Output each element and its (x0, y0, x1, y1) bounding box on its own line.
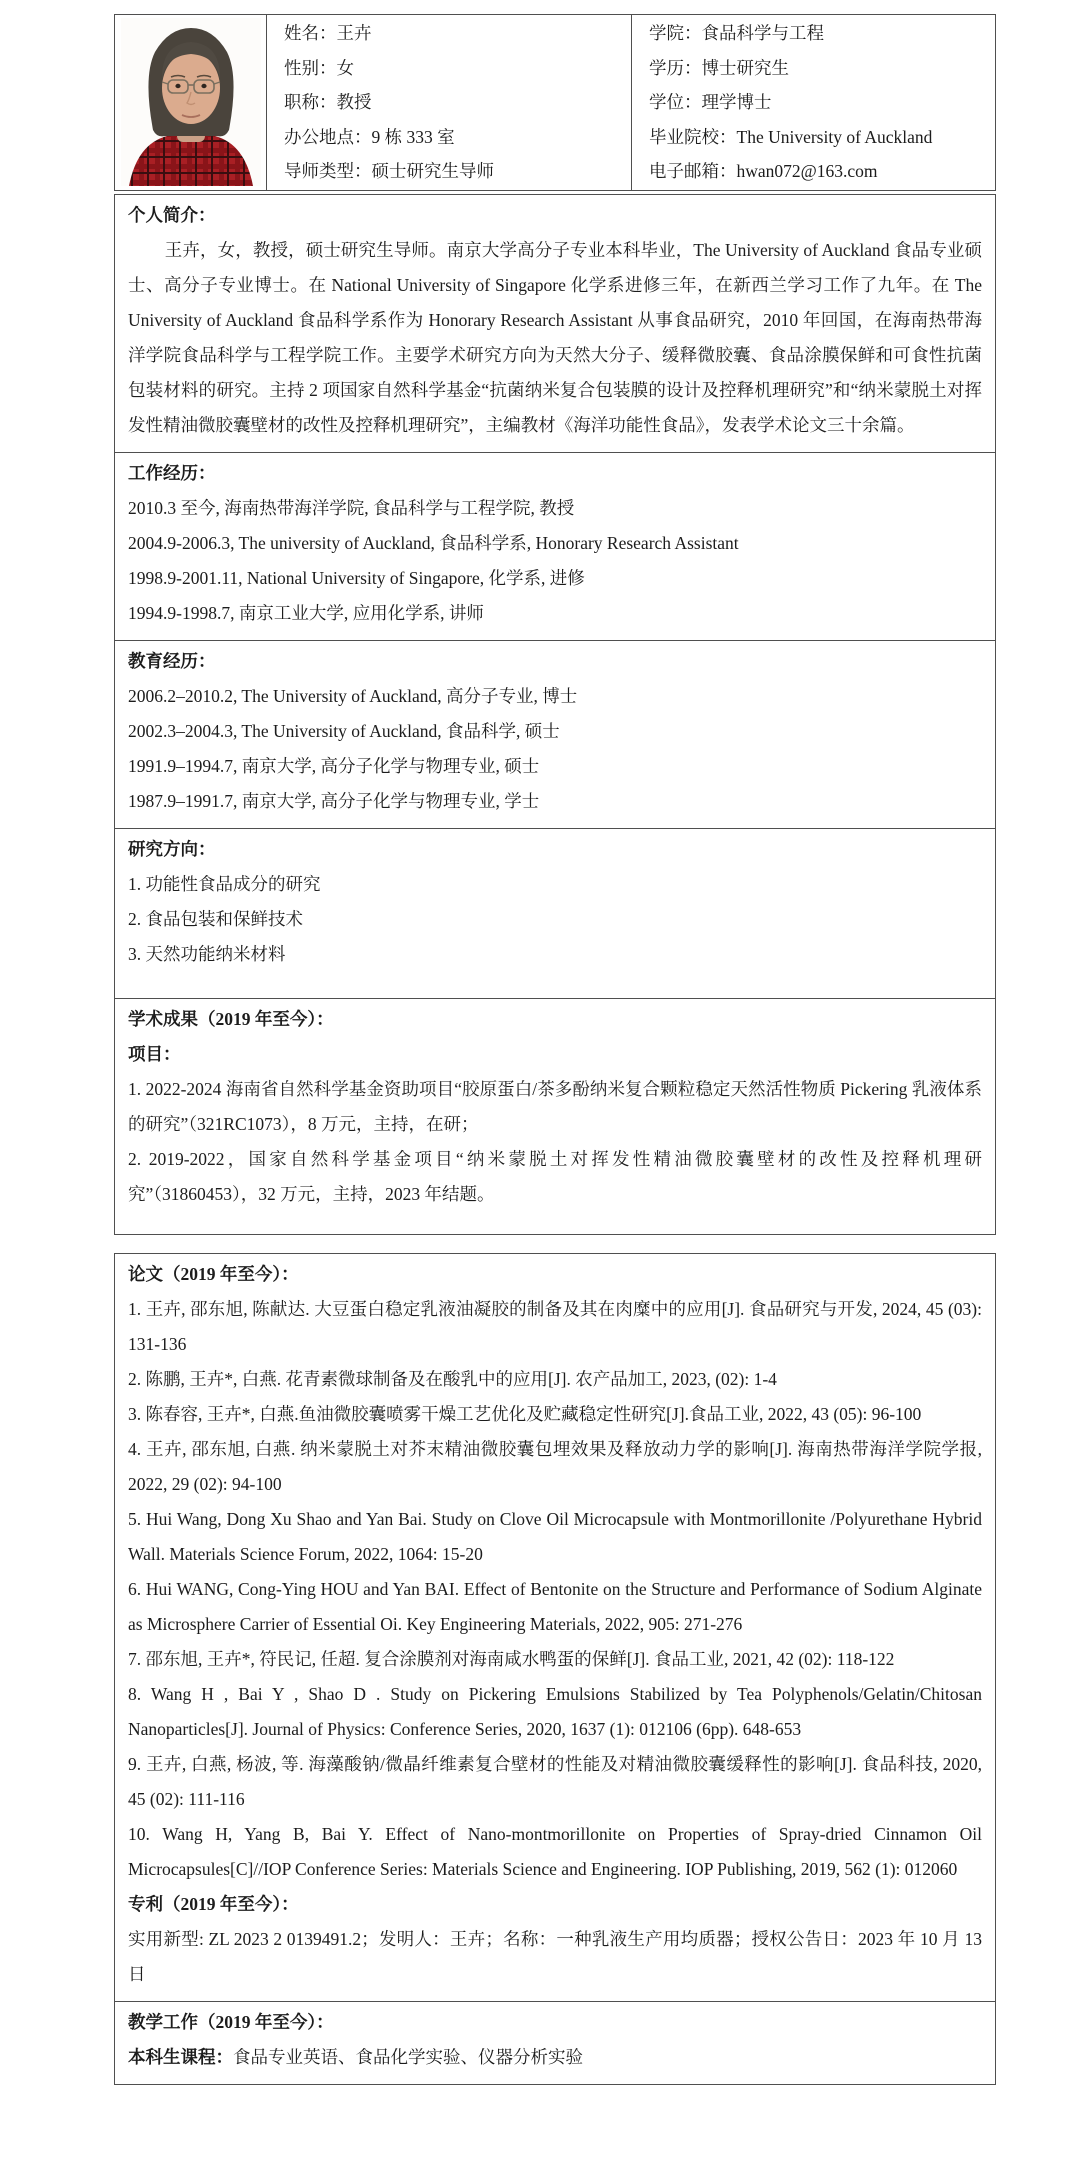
intro-paragraph: 王卉，女，教授，硕士研究生导师。南京大学高分子专业本科毕业，The University of Auckland 食品专业硕士、高分子专业博士。在 National University of Singapore 化学系进修三年，在新西兰学习工作了九年。在 The University of Auckland 食品科学系作为 Honorary Research Assistant 从事食品研究，2010 年回国，在海南热带海洋学院食品科学与工程学院工作。主要学术研究方向为天然大分子、缓释微胶囊、食品涂膜保鲜和可食性抗菌包装材料的研究。主持 2 项国家自然科学基金“抗菌纳米复合包装膜的设计及控释机理研究”和“纳米蒙脱土对挥发性精油微胶囊壁材的改性及控释机理研究”，主编教材《海洋功能性食品》，发表学术论文三十余篇。 (128, 239, 982, 435)
research-item: 2. 食品包装和保鲜技术 (128, 908, 303, 929)
field-supervisor-type (284, 154, 631, 189)
section-teaching-title: 教学工作（2019 年至今）： (128, 2011, 334, 2032)
field-education-level-label: 学历： (649, 57, 702, 78)
work-item: 2010.3 至今, 海南热带海洋学院, 食品科学与工程学院, 教授 (128, 497, 575, 518)
sections-block-2 (114, 1253, 996, 2085)
section-patents-title: 专利（2019 年至今）： (128, 1893, 299, 1914)
section-research-title: 研究方向： (128, 838, 216, 859)
work-item: 1994.9-1998.7, 南京工业大学, 应用化学系, 讲师 (128, 602, 484, 623)
field-education-level (649, 51, 995, 86)
section-achievements (115, 998, 995, 1234)
field-alma-mater-label: 毕业院校： (649, 126, 737, 147)
field-college (649, 16, 995, 51)
project-item: 1. 2022-2024 海南省自然科学基金资助项目“胶原蛋白/茶多酚纳米复合颗粒稳定天然活性物质 Pickering 乳液体系的研究”（321RC1073），8 万元，主持，在研； (128, 1078, 982, 1134)
patent-item: 实用新型: ZL 2023 2 0139491.2；发明人：王卉；名称：一种乳液生产用均质器；授权公告日：2023 年 10 月 13 日 (128, 1928, 982, 1984)
paper-item: 8. Wang H , Bai Y , Shao D . Study on Pickering Emulsions Stabilized by Tea Polyphenols/Gelatin/Chitosan Nanoparticles[J]. Journal of Physics: Conference Series, 2020, 1637 (1): 012106 (6pp). 648-653 (128, 1683, 982, 1739)
paper-item: 1. 王卉, 邵东旭, 陈献达. 大豆蛋白稳定乳液油凝胶的制备及其在肉糜中的应用[J]. 食品研究与开发, 2024, 45 (03): 131-136 (128, 1298, 982, 1354)
paper-item: 2. 陈鹏, 王卉*, 白燕. 花青素微球制备及在酸乳中的应用[J]. 农产品加工, 2023, (02): 1-4 (128, 1368, 777, 1389)
page-break-gap (114, 1235, 996, 1253)
field-alma-mater (649, 120, 995, 155)
info-column-left (267, 15, 632, 190)
field-supervisor-type-label: 导师类型： (284, 161, 372, 182)
field-office (284, 120, 631, 155)
section-education-title: 教育经历： (128, 650, 216, 671)
field-degree-value: 理学博士 (701, 92, 772, 113)
section-papers-title: 论文（2019 年至今）： (128, 1263, 299, 1284)
field-college-value: 食品科学与工程 (701, 23, 824, 43)
section-work (115, 452, 995, 640)
photo-cell (115, 15, 267, 190)
field-education-level-value: 博士研究生 (701, 57, 789, 78)
field-degree (649, 85, 995, 120)
education-item: 1991.9–1994.7, 南京大学, 高分子化学与物理专业, 硕士 (128, 755, 540, 776)
section-achievements-title: 学术成果（2019 年至今）： (128, 1008, 334, 1029)
section-intro-title: 个人简介： (128, 204, 216, 225)
section-work-title: 工作经历： (128, 462, 216, 483)
paper-item: 4. 王卉, 邵东旭, 白燕. 纳米蒙脱土对芥末精油微胶囊包埋效果及释放动力学的影响[J]. 海南热带海洋学院学报, 2022, 29 (02): 94-100 (128, 1438, 982, 1494)
section-teaching (115, 2001, 995, 2084)
section-research (115, 828, 995, 998)
paper-item: 6. Hui WANG, Cong-Ying HOU and Yan BAI. Effect of Bentonite on the Structure and Performance of Sodium Alginate as Microsphere Carrier of Essential Oi. Key Engineering Materials, 2022, 905: 271-276 (128, 1578, 982, 1634)
project-item: 2. 2019-2022，国家自然科学基金项目“纳米蒙脱土对挥发性精油微胶囊壁材的改性及控释机理研究”（31860453），32 万元，主持，2023 年结题。 (128, 1148, 982, 1204)
education-item: 2006.2–2010.2, The University of Auckland, 高分子专业, 博士 (128, 685, 578, 706)
paper-item: 3. 陈春容, 王卉*, 白燕.鱼油微胶囊喷雾干燥工艺优化及贮藏稳定性研究[J].食品工业, 2022, 43 (05): 96-100 (128, 1403, 922, 1424)
field-name-label: 姓名： (284, 23, 337, 43)
field-email-label: 电子邮箱： (649, 161, 737, 182)
teaching-courses-line (128, 2040, 982, 2075)
field-email-value: hwan072@163.com (736, 161, 878, 182)
education-item: 1987.9–1991.7, 南京大学, 高分子化学与物理专业, 学士 (128, 790, 540, 811)
field-name-value: 王卉 (336, 23, 372, 43)
field-office-value: 9 栋 333 室 (371, 126, 455, 147)
field-title-value: 教授 (336, 92, 372, 113)
sections-block-1 (114, 194, 996, 1235)
field-gender-value: 女 (336, 57, 354, 78)
field-gender (284, 51, 631, 86)
work-item: 2004.9-2006.3, The university of Auckland, 食品科学系, Honorary Research Assistant (128, 532, 739, 553)
paper-item: 7. 邵东旭, 王卉*, 符民记, 任超. 复合涂膜剂对海南咸水鸭蛋的保鲜[J]. 食品工业, 2021, 42 (02): 118-122 (128, 1648, 895, 1669)
paper-item: 10. Wang H, Yang B, Bai Y. Effect of Nano-montmorillonite on Properties of Spray-dried Cinnamon Oil Microcapsules[C]//IOP Conference Series: Materials Science and Engineering. IOP Publishing, 2019, 562 (1): 012060 (128, 1823, 982, 1879)
research-item: 3. 天然功能纳米材料 (128, 943, 286, 964)
info-column-right (632, 15, 995, 190)
field-degree-label: 学位： (649, 92, 702, 113)
education-item: 2002.3–2004.3, The University of Auckland, 食品科学, 硕士 (128, 720, 560, 741)
field-college-label: 学院： (649, 23, 702, 43)
section-papers-patents (115, 1254, 995, 2001)
section-intro (115, 195, 995, 452)
undergrad-courses-value: 食品专业英语、食品化学实验、仪器分析实验 (233, 2046, 583, 2067)
profile-info-table (114, 14, 996, 191)
field-gender-label: 性别： (284, 57, 337, 78)
field-email (649, 154, 995, 189)
profile-photo (121, 18, 261, 186)
paper-item: 5. Hui Wang, Dong Xu Shao and Yan Bai. Study on Clove Oil Microcapsule with Montmorillonite /Polyurethane Hybrid Wall. Materials Science Forum, 2022, 1064: 15-20 (128, 1508, 982, 1564)
section-education (115, 640, 995, 828)
achievements-projects-subtitle: 项目： (128, 1043, 181, 1064)
profile-content (114, 14, 996, 2085)
research-item: 1. 功能性食品成分的研究 (128, 873, 321, 894)
field-office-label: 办公地点： (284, 126, 372, 147)
undergrad-courses-label: 本科生课程： (128, 2046, 233, 2067)
field-name (284, 16, 631, 51)
field-supervisor-type-value: 硕士研究生导师 (371, 161, 494, 182)
work-item: 1998.9-2001.11, National University of Singapore, 化学系, 进修 (128, 567, 585, 588)
field-title (284, 85, 631, 120)
paper-item: 9. 王卉, 白燕, 杨波, 等. 海藻酸钠/微晶纤维素复合壁材的性能及对精油微胶囊缓释性的影响[J]. 食品科技, 2020, 45 (02): 111-116 (128, 1753, 982, 1809)
field-title-label: 职称： (284, 92, 337, 113)
field-alma-mater-value: The University of Auckland (736, 126, 933, 147)
